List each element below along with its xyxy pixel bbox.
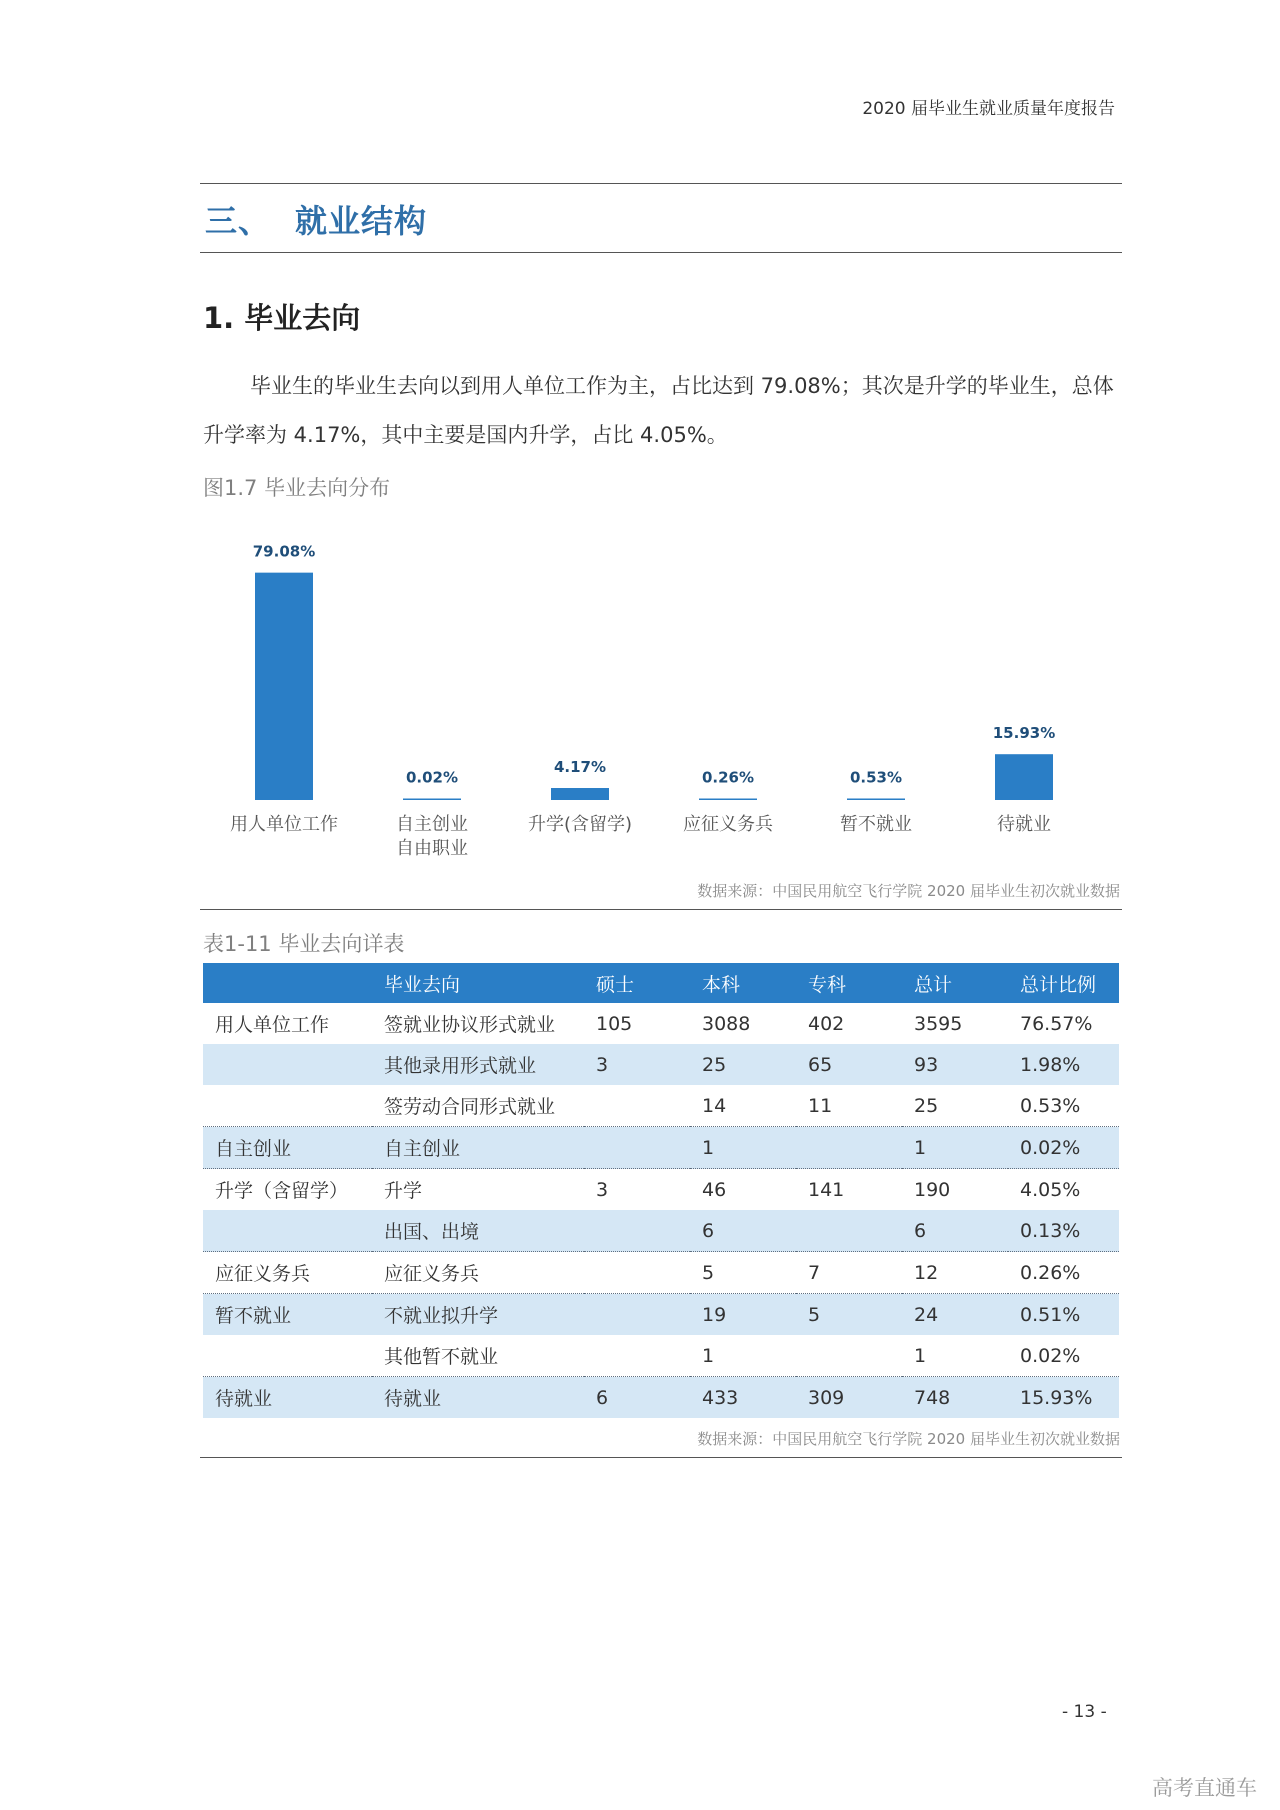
header-cell: 毕业去向 [372, 963, 584, 1003]
table-bottom-rule [200, 1457, 1122, 1458]
watermark-text: 高考直通车 [1152, 1776, 1257, 1800]
table-cell: 6 [690, 1210, 796, 1252]
table-cell: 签就业协议形式就业 [384, 1014, 556, 1036]
bar-3 [699, 799, 757, 801]
table-cell: 141 [796, 1169, 902, 1211]
table-row [203, 1127, 1119, 1169]
header-cell: 专科 [796, 963, 902, 1003]
table-cell: 15.93% [1008, 1377, 1119, 1419]
table-cell: 3 [584, 1169, 690, 1211]
table-cell: 自主创业 [372, 1127, 584, 1169]
category-label: 自主创业自由职业 [396, 814, 468, 859]
table-cell [584, 1210, 690, 1252]
table-cell [796, 1127, 902, 1169]
table-cell: 5 [796, 1294, 902, 1336]
category-label: 待就业 [997, 814, 1051, 835]
table-cell: 105 [596, 1012, 633, 1035]
table-cell: 待就业 [203, 1377, 372, 1419]
destination-bar-chart [200, 520, 1120, 865]
table-cell [584, 1294, 690, 1336]
section-title-text: 就业结构 [295, 202, 428, 240]
table-cell: 190 [902, 1169, 1008, 1211]
table-cell: 12 [902, 1252, 1008, 1294]
table-cell: 3595 [914, 1012, 963, 1035]
category-label: 用人单位工作 [230, 814, 338, 835]
bar-value-label: 4.17% [553, 758, 607, 777]
table-cell: 4.05% [1008, 1169, 1119, 1211]
page-number: - 13 - [1062, 1702, 1107, 1722]
table-cell: 7 [796, 1252, 902, 1294]
table-header-row [203, 963, 1119, 1003]
figure-title: 图1.7 毕业去向分布 [203, 476, 391, 500]
category-label: 暂不就业 [840, 814, 912, 835]
header-cell: 本科 [690, 963, 796, 1003]
table-cell: 5 [690, 1252, 796, 1294]
table-cell: 不就业拟升学 [372, 1294, 584, 1336]
bar-value-label: 0.53% [849, 768, 903, 787]
table-cell: 0.02% [1020, 1344, 1081, 1367]
bar-value-label: 0.02% [405, 768, 459, 787]
category-label: 升学(含留学) [527, 814, 633, 835]
table-cell: 1.98% [1008, 1044, 1119, 1085]
report-header-title: 2020 届毕业生就业质量年度报告 [862, 99, 1115, 119]
table-cell: 1 [702, 1344, 715, 1367]
table-source: 数据来源：中国民用航空飞行学院 2020 届毕业生初次就业数据 [697, 1430, 1120, 1448]
table-cell: 其他录用形式就业 [372, 1044, 584, 1085]
table-row [203, 1335, 1119, 1377]
bar-value-label: 0.26% [701, 768, 755, 787]
header-cell: 总计 [902, 963, 1008, 1003]
header-cell: 硕士 [584, 963, 690, 1003]
table-cell: 11 [808, 1094, 833, 1117]
table-cell: 1 [914, 1344, 927, 1367]
table-cell [584, 1335, 690, 1377]
table-cell [584, 1085, 690, 1127]
table-title: 表1-11 毕业去向详表 [203, 932, 405, 956]
table-cell: 自主创业 [203, 1127, 372, 1169]
table-cell [203, 1085, 372, 1127]
table-cell: 65 [796, 1044, 902, 1085]
bar-4 [847, 798, 905, 800]
table-row [203, 1003, 1119, 1044]
table-row [203, 1252, 1119, 1294]
table-cell [203, 1044, 372, 1085]
section-bottom-rule [200, 252, 1122, 253]
table-cell: 签劳动合同形式就业 [384, 1096, 556, 1118]
table-row [203, 1044, 1119, 1085]
table-cell: 应征义务兵 [203, 1252, 372, 1294]
table-cell: 0.51% [1008, 1294, 1119, 1336]
table-cell: 其他暂不就业 [384, 1346, 499, 1368]
table-cell: 升学 [372, 1169, 584, 1211]
table-cell: 0.02% [1008, 1127, 1119, 1169]
bar-5 [995, 754, 1053, 800]
table-row [203, 1085, 1119, 1127]
section-number: 三、 [205, 202, 272, 240]
bar-0 [255, 573, 313, 800]
table-cell: 3088 [702, 1012, 751, 1035]
table-cell: 3 [584, 1044, 690, 1085]
table-cell: 暂不就业 [203, 1294, 372, 1336]
table-cell: 19 [690, 1294, 796, 1336]
destination-detail-table [203, 963, 1119, 1418]
table-cell: 用人单位工作 [215, 1014, 330, 1036]
header-cell: 总计比例 [1008, 963, 1119, 1003]
table-cell: 93 [902, 1044, 1008, 1085]
table-cell: 1 [690, 1127, 796, 1169]
table-cell [796, 1335, 902, 1377]
bar-value-label: 15.93% [992, 724, 1056, 743]
table-cell: 402 [808, 1012, 845, 1035]
table-cell: 6 [584, 1377, 690, 1419]
table-cell: 应征义务兵 [372, 1252, 584, 1294]
table-cell: 433 [690, 1377, 796, 1419]
section-title [205, 196, 427, 242]
figure-source: 数据来源：中国民用航空飞行学院 2020 届毕业生初次就业数据 [697, 882, 1120, 900]
table-cell: 14 [702, 1094, 727, 1117]
table-cell: 24 [902, 1294, 1008, 1336]
table-cell: 25 [914, 1094, 939, 1117]
table-row [203, 1210, 1119, 1252]
table-cell: 748 [902, 1377, 1008, 1419]
table-cell [584, 1127, 690, 1169]
table-cell [796, 1210, 902, 1252]
table-cell: 6 [902, 1210, 1008, 1252]
paragraph-text: 毕业生的毕业生去向以到用人单位工作为主，占比达到 79.08%；其次是升学的毕业生，总体升学率为 4.17%，其中主要是国内升学，占比 4.05%。 [203, 374, 1114, 447]
table-row [203, 1294, 1119, 1336]
table-cell: 升学（含留学） [203, 1169, 372, 1211]
category-label: 应征义务兵 [683, 814, 773, 835]
table-cell [203, 1210, 372, 1252]
table-cell [203, 1335, 372, 1377]
table-cell [584, 1252, 690, 1294]
table-cell: 46 [690, 1169, 796, 1211]
table-cell: 0.53% [1020, 1094, 1081, 1117]
header-cell [203, 963, 372, 1003]
bar-value-label: 79.08% [252, 542, 316, 561]
bar-1 [403, 799, 461, 801]
figure-bottom-rule [200, 909, 1122, 910]
body-paragraph [203, 362, 1123, 460]
table-row [203, 1377, 1119, 1419]
table-cell: 0.13% [1008, 1210, 1119, 1252]
table-cell: 25 [690, 1044, 796, 1085]
table-cell: 76.57% [1020, 1012, 1093, 1035]
table-cell: 出国、出境 [372, 1210, 584, 1252]
table-cell: 0.26% [1008, 1252, 1119, 1294]
table-cell: 待就业 [372, 1377, 584, 1419]
table-row [203, 1169, 1119, 1211]
bar-2 [551, 788, 609, 800]
section-top-rule [200, 183, 1122, 184]
table-cell: 309 [796, 1377, 902, 1419]
table-cell: 1 [902, 1127, 1008, 1169]
subsection-title: 1. 毕业去向 [203, 301, 361, 335]
